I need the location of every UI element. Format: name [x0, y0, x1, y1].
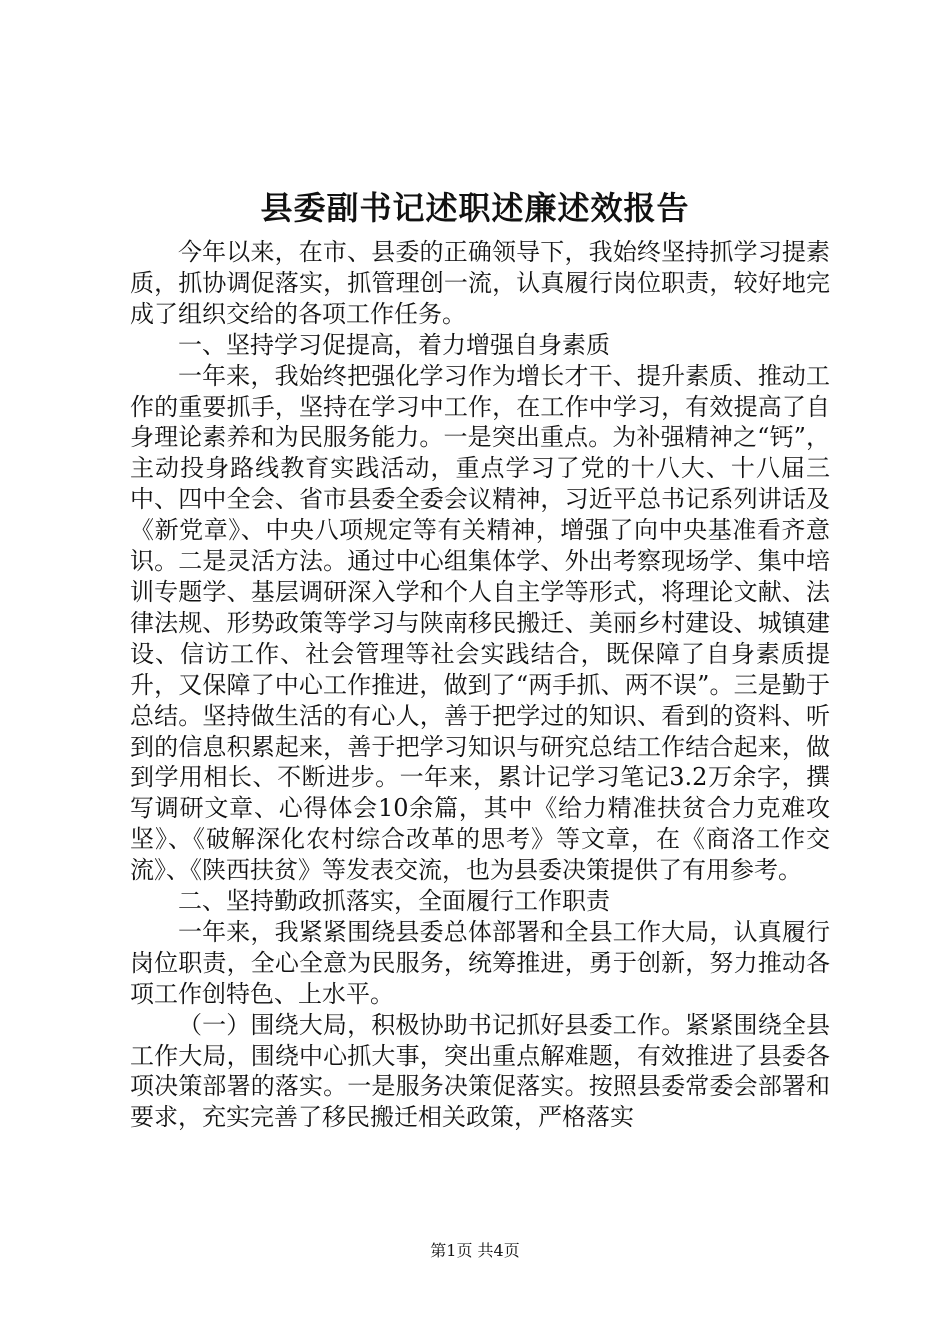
section-1-paragraph: 一年来，我始终把强化学习作为增长才干、提升素质、推动工作的重要抓手，坚持在学习中工作，在工作中学习，有效提高了自身理论素养和为民服务能力。一是突出重点。为补强精神之“钙”，主动投身路线教育实践活动，重点学习了党的十八大、十八届三中、四中全会、省市县委全委会议精神，习近平总书记系列讲话及《新党章》、中央八项规定等有关精神，增强了向中央基准看齐意识。二是灵活方法。通过中心组集体学、外出考察现场学、集中培训专题学、基层调研深入学和个人自主学等形式，将理论文献、法律法规、形势政策等学习与陕南移民搬迁、美丽乡村建设、城镇建设、信访工作、社会管理等社会实践结合，既保障了自身素质提升，又保障了中心工作推进，做到了“两手抓、两不误”。三是勤于总结。坚持做生活的有心人，善于把学过的知识、看到的资料、听到的信息积累起来，善于把学习知识与研究总结工作结合起来，做到学用相长、不断进步。一年来，累计记学习笔记3.2万余字，撰写调研文章、心得体会10余篇，其中《给力精准扶贫合力克难攻坚》、《破解深化农村综合改革的思考》等文章，在《商洛工作交流》、《陕西扶贫》等发表交流，也为县委决策提供了有用参考。 — [130, 361, 830, 885]
document-body — [130, 237, 830, 1133]
document-title: 县委副书记述职述廉述效报告 — [260, 189, 690, 227]
section-2-paragraph: 一年来，我紧紧围绕县委总体部署和全县工作大局，认真履行岗位职责，全心全意为民服务，统筹推进，勇于创新，努力推动各项工作创特色、上水平。 — [130, 917, 830, 1008]
section-heading-1: 一、坚持学习促提高，着力增强自身素质 — [178, 330, 610, 359]
page-number-footer: 第1页 共4页 — [430, 1241, 520, 1260]
section-heading-2: 二、坚持勤政抓落实，全面履行工作职责 — [178, 887, 610, 916]
intro-paragraph: 今年以来，在市、县委的正确领导下，我始终坚持抓学习提素质，抓协调促落实，抓管理创一流，认真履行岗位职责，较好地完成了组织交给的各项工作任务。 — [130, 238, 830, 328]
subsection-1-paragraph: （一）围绕大局，积极协助书记抓好县委工作。紧紧围绕全县工作大局，围绕中心抓大事，突出重点解难题，有效推进了县委各项决策部署的落实。一是服务决策促落实。按照县委常委会部署和要求，充实完善了移民搬迁相关政策，严格落实 — [130, 1010, 830, 1132]
